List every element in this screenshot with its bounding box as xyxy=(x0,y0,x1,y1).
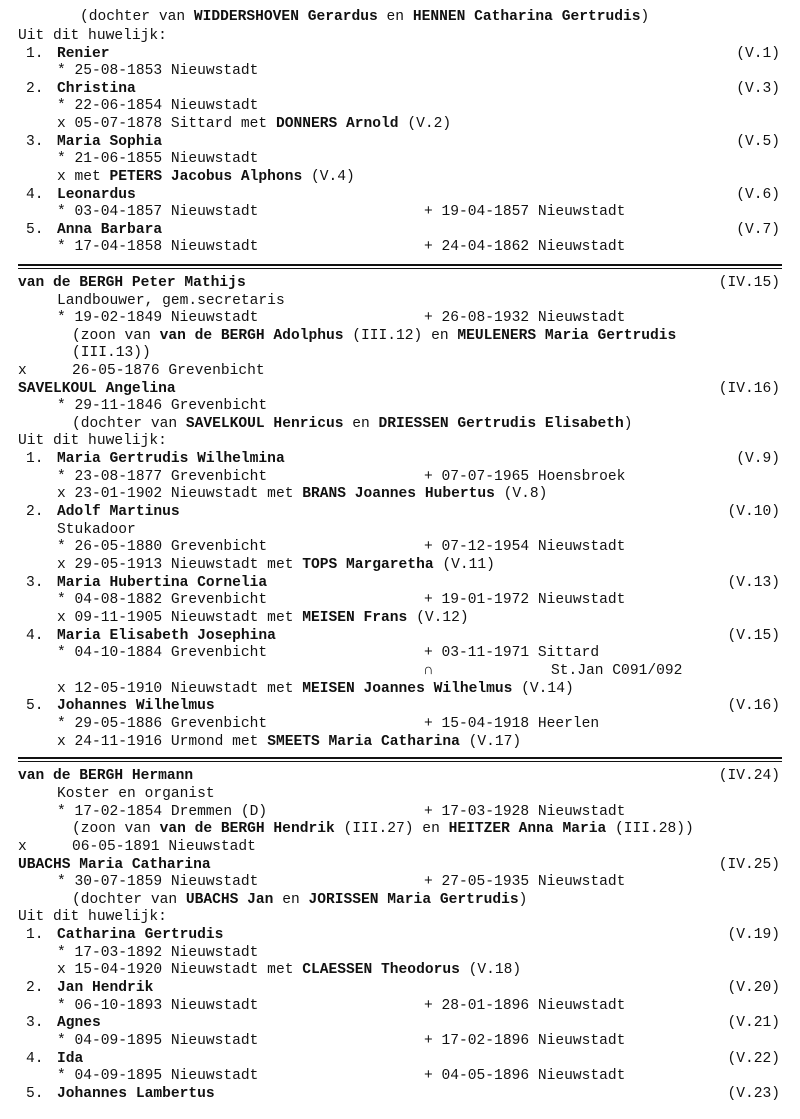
occupation-line: Stukadoor xyxy=(57,522,136,538)
child-entry: 4. Ida (V.22) xyxy=(26,1051,780,1067)
birth-death-line: * 04-09-1895 Nieuwstadt + 17-02-1896 Nieuwstadt xyxy=(57,1033,626,1049)
birth-death-line: * 26-05-1880 Grevenbicht + 07-12-1954 Nieuwstadt xyxy=(57,539,626,555)
birth-death-line: * 23-08-1877 Grevenbicht + 07-07-1965 Hoensbroek xyxy=(57,469,626,485)
children-heading: Uit dit huwelijk: xyxy=(18,909,167,925)
birth-death-line: * 06-10-1893 Nieuwstadt + 28-01-1896 Nieuwstadt xyxy=(57,998,626,1014)
parent-line: (zoon van van de BERGH Hendrik (III.27) en HEITZER Anna Maria (III.28)) xyxy=(72,821,694,837)
children-heading: Uit dit huwelijk: xyxy=(18,28,167,44)
parent-line: (dochter van UBACHS Jan en JORISSEN Maria Gertrudis) xyxy=(72,892,528,908)
marriage-line: x 23-01-1902 Nieuwstadt met BRANS Joannes Hubertus (V.8) xyxy=(57,486,548,502)
burial-line: ∩ St.Jan C091/092 xyxy=(424,663,683,679)
birth-death-line: * 17-02-1854 Dremmen (D) + 17-03-1928 Nieuwstadt xyxy=(57,804,626,820)
child-entry: 2. Adolf Martinus (V.10) xyxy=(26,504,780,520)
birth-line: * 22-06-1854 Nieuwstadt xyxy=(57,98,259,114)
person-heading: van de BERGH Peter Mathijs (IV.15) xyxy=(18,275,780,291)
birth-death-line: * 19-02-1849 Nieuwstadt + 26-08-1932 Nieuwstadt xyxy=(57,310,626,326)
child-entry: 1. Renier (V.1) xyxy=(26,46,780,62)
marriage-line: x 26-05-1876 Grevenbicht xyxy=(18,363,265,379)
child-entry: 5. Johannes Wilhelmus (V.16) xyxy=(26,698,780,714)
spouse-heading: SAVELKOUL Angelina (IV.16) xyxy=(18,381,780,397)
occupation-line: Koster en organist xyxy=(57,786,215,802)
child-entry: 3. Maria Hubertina Cornelia (V.13) xyxy=(26,575,780,591)
person-heading: van de BERGH Hermann (IV.24) xyxy=(18,768,780,784)
child-entry: 3. Maria Sophia (V.5) xyxy=(26,134,780,150)
marriage-line: x 15-04-1920 Nieuwstadt met CLAESSEN Theodorus (V.18) xyxy=(57,962,522,978)
section-divider xyxy=(18,757,782,759)
marriage-line: x 29-05-1913 Nieuwstadt met TOPS Margaretha (V.11) xyxy=(57,557,495,573)
birth-line: * 17-03-1892 Nieuwstadt xyxy=(57,945,259,961)
marriage-line: x 24-11-1916 Urmond met SMEETS Maria Catharina (V.17) xyxy=(57,734,522,750)
parent-line: (dochter van WIDDERSHOVEN Gerardus en HENNEN Catharina Gertrudis) xyxy=(80,9,650,25)
birth-death-line: * 04-09-1895 Nieuwstadt + 04-05-1896 Nieuwstadt xyxy=(57,1068,626,1084)
child-entry: 2. Jan Hendrik (V.20) xyxy=(26,980,780,996)
birth-death-line: * 17-04-1858 Nieuwstadt + 24-04-1862 Nieuwstadt xyxy=(57,239,626,255)
marriage-line: x 06-05-1891 Nieuwstadt xyxy=(18,839,256,855)
marriage-line: x met PETERS Jacobus Alphons (V.4) xyxy=(57,169,355,185)
child-entry: 1. Catharina Gertrudis (V.19) xyxy=(26,927,780,943)
marriage-line: x 05-07-1878 Sittard met DONNERS Arnold (V.2) xyxy=(57,116,452,132)
parent-line: (dochter van SAVELKOUL Henricus en DRIESSEN Gertrudis Elisabeth) xyxy=(72,416,633,432)
birth-death-line: * 30-07-1859 Nieuwstadt + 27-05-1935 Nieuwstadt xyxy=(57,874,626,890)
birth-death-line: * 04-10-1884 Grevenbicht + 03-11-1971 Sittard xyxy=(57,645,600,661)
child-entry: 1. Maria Gertrudis Wilhelmina (V.9) xyxy=(26,451,780,467)
section-divider xyxy=(18,264,782,266)
child-entry: 5. Johannes Lambertus (V.23) xyxy=(26,1086,780,1102)
birth-line: * 25-08-1853 Nieuwstadt xyxy=(57,63,259,79)
child-entry: 5. Anna Barbara (V.7) xyxy=(26,222,780,238)
child-entry: 4. Maria Elisabeth Josephina (V.15) xyxy=(26,628,780,644)
birth-death-line: * 04-08-1882 Grevenbicht + 19-01-1972 Nieuwstadt xyxy=(57,592,626,608)
parent-line-cont: (III.13)) xyxy=(72,345,151,361)
birth-line: * 21-06-1855 Nieuwstadt xyxy=(57,151,259,167)
occupation-line: Landbouwer, gem.secretaris xyxy=(57,293,285,309)
children-heading: Uit dit huwelijk: xyxy=(18,433,167,449)
parent-line: (zoon van van de BERGH Adolphus (III.12) en MEULENERS Maria Gertrudis xyxy=(72,328,677,344)
child-entry: 3. Agnes (V.21) xyxy=(26,1015,780,1031)
spouse-heading: UBACHS Maria Catharina (IV.25) xyxy=(18,857,780,873)
marriage-line: x 09-11-1905 Nieuwstadt met MEISEN Frans (V.12) xyxy=(57,610,469,626)
birth-line: * 29-11-1846 Grevenbicht xyxy=(57,398,268,414)
marriage-line: x 12-05-1910 Nieuwstadt met MEISEN Joannes Wilhelmus (V.14) xyxy=(57,681,574,697)
child-entry: 2. Christina (V.3) xyxy=(26,81,780,97)
birth-death-line: * 29-05-1886 Grevenbicht + 15-04-1918 Heerlen xyxy=(57,716,600,732)
child-entry: 4. Leonardus (V.6) xyxy=(26,187,780,203)
birth-death-line: * 03-04-1857 Nieuwstadt + 19-04-1857 Nieuwstadt xyxy=(57,204,626,220)
